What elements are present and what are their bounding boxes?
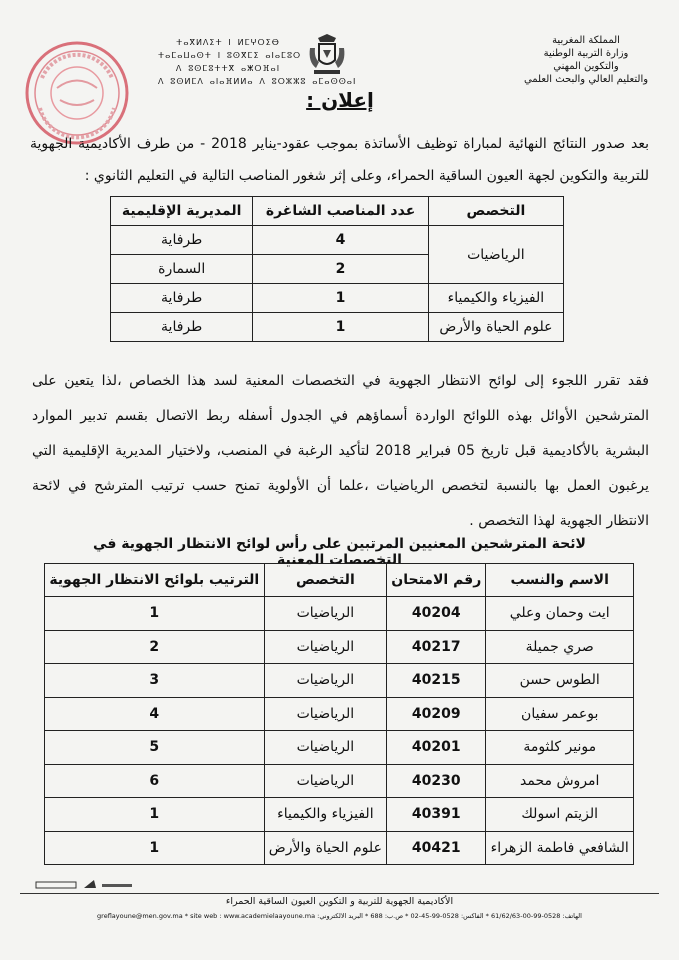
specialty-cell: الرياضيات — [264, 664, 387, 698]
column-header: رقم الامتحان — [387, 564, 486, 597]
specialty-cell: علوم الحياة والأرض — [428, 313, 563, 342]
header-tifinagh-line: ⵜⴰⴳⵍⴷⵉⵜ ⵏ ⵍⵎⵖⵔⵉⴱ — [176, 38, 280, 47]
footer-logo-icon — [36, 878, 136, 892]
directorate-cell: طرفاية — [111, 284, 253, 313]
footer-contact: الهاتف: 0528-99-00-61/62/63 * الفاكس: 0528-99-45-02 * ص.ب: 688 * البريد الالكتروني: greflayoune@men.gov.ma * site web : www.academielaayoune.ma — [97, 912, 582, 920]
coat-of-arms-icon — [304, 32, 350, 78]
rank-cell: 5 — [45, 731, 265, 765]
directorate-cell: طرفاية — [111, 226, 253, 255]
specialty-cell: الرياضيات — [428, 226, 563, 284]
table-row — [45, 697, 634, 731]
count-cell: 1 — [253, 284, 428, 313]
table-row — [45, 630, 634, 664]
name-cell: بوعمر سفيان — [486, 697, 634, 731]
count-cell: 4 — [253, 226, 428, 255]
name-cell: الشافعي فاطمة الزهراء — [486, 831, 634, 865]
footer-institution: الأكاديمية الجهوية للتربية و التكوين العيون الساقية الحمراء — [225, 896, 454, 907]
directorate-cell: طرفاية — [111, 313, 253, 342]
header-ministry-line: والتكوين المهني — [553, 61, 619, 72]
rank-cell: 1 — [45, 597, 265, 631]
table-row — [111, 226, 564, 255]
column-header: الاسم والنسب — [486, 564, 634, 597]
table-header-row — [111, 197, 564, 226]
column-header: المديرية الإقليمية — [111, 197, 253, 226]
name-cell: الزيتم اسولك — [486, 798, 634, 832]
header-ministry — [521, 34, 651, 86]
header-tifinagh-line: ⵜⴰⵎⴰⵡⴰⵙⵜ ⵏ ⵓⵙⴳⵎⵉ ⴰⵏⴰⵎⵓⵔ — [158, 51, 302, 60]
rank-cell: 1 — [45, 831, 265, 865]
specialty-cell: الرياضيات — [264, 630, 387, 664]
table-row — [45, 664, 634, 698]
table-row — [111, 284, 564, 313]
header-ministry-line: وزارة التربية الوطنية — [543, 48, 629, 59]
directorate-cell: السمارة — [111, 255, 253, 284]
footer-divider — [20, 893, 659, 894]
header-tifinagh — [158, 36, 357, 88]
specialty-cell: الرياضيات — [264, 597, 387, 631]
header-ministry-line: المملكة المغربية — [552, 35, 620, 46]
specialty-cell: الرياضيات — [264, 764, 387, 798]
specialty-cell: الرياضيات — [264, 731, 387, 765]
rank-cell: 4 — [45, 697, 265, 731]
table-row — [45, 798, 634, 832]
count-cell: 1 — [253, 313, 428, 342]
exam-number-cell: 40421 — [387, 831, 486, 865]
name-cell: امروش محمد — [486, 764, 634, 798]
rank-cell: 2 — [45, 630, 265, 664]
table-row — [45, 731, 634, 765]
header-ministry-line: والتعليم العالي والبحث العلمي — [523, 74, 649, 85]
header-tifinagh-line: ⴷ ⵓⵙⵎⵓⵜⵜⴳ ⴰⵥⵔⴼⴰⵏ — [175, 64, 281, 73]
candidates-list-title: لائحة المترشحين المعنيين المرتبين على رأس لوائح الانتظار الجهوية في التخصصات المعنية — [93, 536, 586, 568]
name-cell: صري جميلة — [486, 630, 634, 664]
exam-number-cell: 40391 — [387, 798, 486, 832]
exam-number-cell: 40204 — [387, 597, 486, 631]
column-header: التخصص — [428, 197, 563, 226]
specialty-cell: الفيزياء والكيمياء — [264, 798, 387, 832]
table-row — [45, 764, 634, 798]
vacancies-table — [110, 196, 564, 342]
exam-number-cell: 40215 — [387, 664, 486, 698]
table-row — [45, 831, 634, 865]
rank-cell: 3 — [45, 664, 265, 698]
header-tifinagh-line: ⴷ ⵓⵙⵍⵎⴷ ⴰⵏⴰⴼⵍⵍⴰ ⴷ ⵓⵔⵣⵣⵓ ⴰⵎⴰⵙⵙⴰⵏ — [158, 77, 357, 86]
name-cell: مونير كلثومة — [486, 731, 634, 765]
rank-cell: 1 — [45, 798, 265, 832]
intro-paragraph: بعد صدور النتائج النهائية لمباراة توظيف الأساتذة بموجب عقود-يناير 2018 - من طرف الأكاديمية الجهوية للتربية والتكوين لجهة العيون الساقية الحمراء، وعلى إثر شغور المناصب التالية في التعليم الثانوي : — [30, 136, 649, 184]
name-cell: ايت وحمان وعلي — [486, 597, 634, 631]
exam-number-cell: 40201 — [387, 731, 486, 765]
column-header: التخصص — [264, 564, 387, 597]
specialty-cell: علوم الحياة والأرض — [264, 831, 387, 865]
name-cell: الطوس حسن — [486, 664, 634, 698]
table-row — [45, 597, 634, 631]
exam-number-cell: 40209 — [387, 697, 486, 731]
table-row — [111, 313, 564, 342]
exam-number-cell: 40230 — [387, 764, 486, 798]
body-paragraph: فقد تقرر اللجوء إلى لوائح الانتظار الجهوية في التخصصات المعنية لسد هذا الخصاص ،لذا يتعين على المترشحين الأوائل بهذه اللوائح الواردة أسماؤهم في الجدول أسفله ربط الاتصال بقسم تدبير الموارد البشرية بالأكاديمية قبل تاريخ 05 فبراير 2018 لتأكيد الرغبة في المنصب، ولاختيار المديرية الإقليمية التي يرغبون العمل بها بالنسبة لتخصص الرياضيات ،علما أن الأولوية تمنح حسب ترتيب المترشح في لائحة الانتظار الجهوية لهذا التخصص . — [32, 373, 649, 529]
column-header: الترتيب بلوائح الانتظار الجهوية — [45, 564, 265, 597]
rank-cell: 6 — [45, 764, 265, 798]
page-title: إعلان : — [306, 88, 374, 112]
specialty-cell: الفيزياء والكيمياء — [428, 284, 563, 313]
exam-number-cell: 40217 — [387, 630, 486, 664]
column-header: عدد المناصب الشاغرة — [253, 197, 428, 226]
candidates-table — [44, 563, 634, 865]
table-header-row — [45, 564, 634, 597]
count-cell: 2 — [253, 255, 428, 284]
specialty-cell: الرياضيات — [264, 697, 387, 731]
